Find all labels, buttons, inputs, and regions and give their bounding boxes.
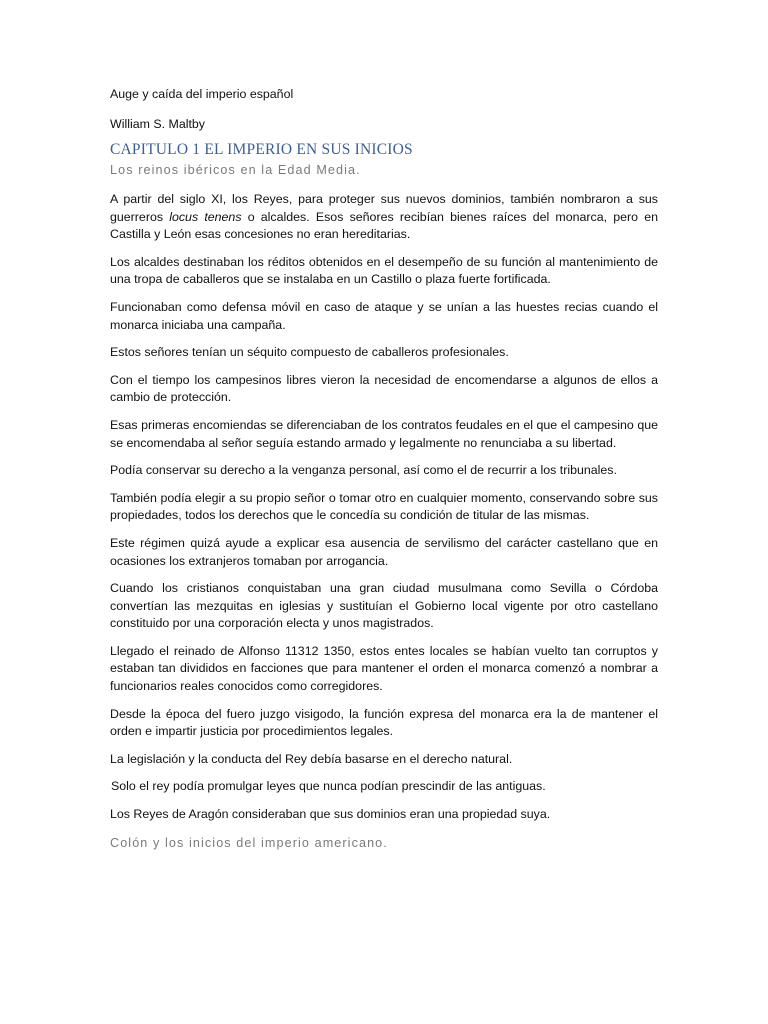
book-title: Auge y caída del imperio español [110, 87, 294, 101]
paragraph-4: Estos señores tenían un séquito compuesto de caballeros profesionales. [110, 345, 509, 360]
paragraph-5: Con el tiempo los campesinos libres vieron la necesidad de encomendarse a algunos de ellos a cambio de protección. [110, 372, 658, 405]
document-page [110, 86, 658, 864]
paragraph-1 [110, 191, 658, 244]
paragraph-9: Este régimen quizá ayude a explicar esa ausencia de servilismo del carácter castellano que en ocasiones los extranjeros tomaban por arrogancia. [110, 535, 658, 568]
paragraph-2: Los alcaldes destinaban los réditos obtenidos en el desempeño de su función al mantenimiento de una tropa de caballeros que se instalaba en un Castillo o plaza fuerte fortificada. [110, 254, 658, 287]
section-heading: Los reinos ibéricos en la Edad Media. [110, 163, 361, 177]
paragraph-13: La legislación y la conducta del Rey debía basarse en el derecho natural. [110, 751, 513, 766]
paragraph-1-part-a: A partir del siglo XI, los Reyes, para proteger sus nuevos dominios, también nombraron a sus guerreros [110, 192, 658, 224]
author-name: William S. Maltby [110, 116, 206, 131]
paragraph-10: Cuando los cristianos conquistaban una gran ciudad musulmana como Sevilla o Córdoba convertían las mezquitas en iglesias y sustituían el Gobierno local vigente por otro castellano constituido por una corporación electa y unos magistrados. [110, 581, 658, 631]
section-2-heading: Colón y los inicios del imperio americano. [110, 835, 388, 850]
chapter-heading: CAPITULO 1 EL IMPERIO EN SUS INICIOS [110, 141, 413, 158]
paragraph-14: Solo el rey podía promulgar leyes que nunca podían prescindir de las antiguas. [111, 779, 546, 794]
paragraph-3: Funcionaban como defensa móvil en caso de ataque y se unían a las huestes recias cuando el monarca iniciaba una campaña. [110, 299, 658, 332]
paragraph-12: Desde la época del fuero juzgo visigodo, la función expresa del monarca era la de mantener el orden e impartir justicia por procedimientos legales. [110, 706, 658, 739]
paragraph-7: Podía conservar su derecho a la venganza personal, así como el de recurrir a los tribunales. [110, 463, 617, 478]
paragraph-11: Llegado el reinado de Alfonso 11312 1350, estos entes locales se habían vuelto tan corruptos y estaban tan divididos en facciones que para mantener el orden el monarca comenzó a nombrar a funcionarios reales conocidos como corregidores. [110, 643, 658, 694]
paragraph-1-emphasis: locus tenens [169, 209, 242, 224]
paragraph-6: Esas primeras encomiendas se diferenciaban de los contratos feudales en el que el campesino que se encomendaba al señor seguía estando armado y legalmente no renunciaba a su libertad. [110, 417, 658, 450]
paragraph-8: También podía elegir a su propio señor o tomar otro en cualquier momento, conservando sobre sus propiedades, todos los derechos que le concedía su condición de titular de las mismas. [110, 490, 658, 523]
paragraph-1-part-b: o alcaldes. Esos señores recibían bienes raíces del monarca, pero en Castilla y León esas concesiones no eran hereditarias. [110, 209, 658, 242]
paragraph-15: Los Reyes de Aragón consideraban que sus dominios eran una propiedad suya. [110, 807, 551, 822]
